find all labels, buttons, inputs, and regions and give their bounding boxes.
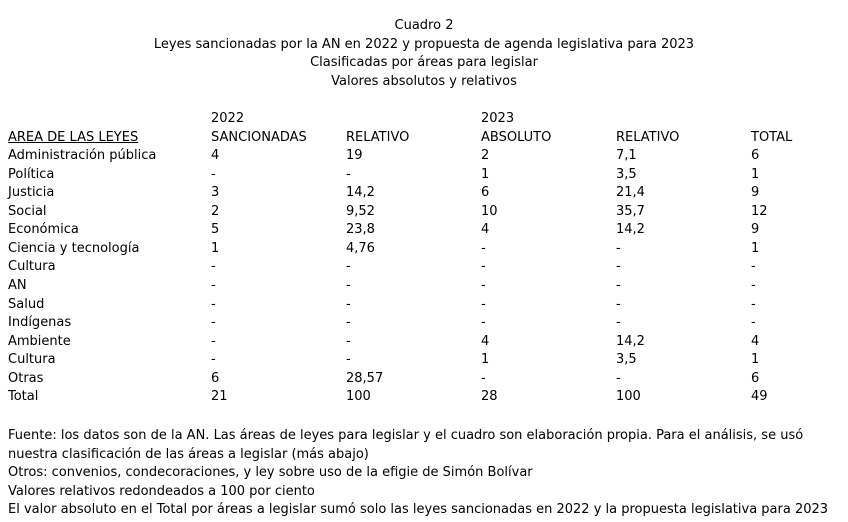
year-header-row (8, 110, 811, 129)
table-row (8, 314, 811, 333)
absoluto-2023-cell: 1 (481, 166, 490, 182)
relativo-2022-cell: - (346, 352, 351, 368)
relativo-2022-cell: - (346, 277, 351, 293)
absoluto-2023-cell: - (481, 315, 486, 331)
area-cell: Indígenas (8, 315, 72, 331)
relativo-2023-cell: 14,2 (616, 222, 645, 238)
relativo-2023-cell: - (616, 259, 621, 275)
relativo-2022-cell: - (346, 296, 351, 312)
absoluto-2023-cell: 2 (481, 148, 490, 164)
relativo-2022-cell: - (346, 333, 351, 349)
year-header-cell (8, 110, 211, 129)
relativo-2022-column-header: RELATIVO (346, 129, 410, 145)
absoluto-2023-cell: 10 (481, 203, 498, 219)
total-cell: - (751, 296, 756, 312)
area-cell: Política (8, 166, 55, 182)
total-cell: 6 (751, 370, 760, 386)
source-note: Fuente: los datos son de la AN. Las áreas de leyes para legislar y el cuadro son elaboración propia. Para el análisis, se usó nuestra clasificación de las áreas a legislar (más abajo) (8, 428, 804, 462)
absoluto-2023-cell: 6 (481, 185, 490, 201)
total-cell: - (751, 315, 756, 331)
sancionadas-2022-cell: - (211, 296, 216, 312)
area-cell: Justicia (8, 185, 55, 201)
sancionadas-2022-cell: 5 (211, 222, 220, 238)
table-row (8, 333, 811, 352)
area-cell: Económica (8, 222, 79, 238)
relativo-2022-cell: 28,57 (346, 370, 384, 386)
relativo-2022-cell: 4,76 (346, 240, 375, 256)
total-cell: 1 (751, 352, 760, 368)
column-header-row (8, 129, 811, 148)
absoluto-2023-cell: - (481, 259, 486, 275)
area-cell: Cultura (8, 259, 56, 275)
relativo-2023-column-header: RELATIVO (616, 129, 680, 145)
absoluto-2023-cell: - (481, 277, 486, 293)
area-cell: Salud (8, 296, 45, 312)
area-cell: Ambiente (8, 333, 71, 349)
sancionadas-2022-cell: 6 (211, 370, 220, 386)
sancionadas-2022-cell: 21 (211, 389, 228, 405)
relativo-2023-cell: - (616, 277, 621, 293)
table-row (8, 277, 811, 296)
absoluto-2023-cell: - (481, 240, 486, 256)
sancionadas-2022-cell: 3 (211, 185, 220, 201)
relativo-2023-cell: 100 (616, 389, 641, 405)
relativo-2023-cell: 35,7 (616, 203, 645, 219)
relativo-2023-cell: 14,2 (616, 333, 645, 349)
sancionadas-2022-cell: 1 (211, 240, 220, 256)
total-cell: 1 (751, 166, 760, 182)
total-cell: 1 (751, 240, 760, 256)
laws-table (8, 110, 811, 407)
relativo-2023-cell: - (616, 315, 621, 331)
relativo-2022-cell: 9,52 (346, 203, 375, 219)
caption-title: Leyes sancionadas por la AN en 2022 y propuesta de agenda legislativa para 2023 (153, 36, 695, 52)
caption-number: Cuadro 2 (394, 18, 454, 33)
relativo-2023-cell: - (616, 296, 621, 312)
area-cell: Social (8, 203, 47, 219)
total-column-header: TOTAL (751, 129, 793, 145)
table-row (8, 370, 811, 389)
sancionadas-2022-cell: - (211, 315, 216, 331)
relativo-2022-cell: 100 (346, 389, 371, 405)
year-header-cell (346, 110, 481, 129)
table-row (8, 221, 811, 240)
relativo-2023-cell: 3,5 (616, 352, 637, 368)
relativo-2022-cell: - (346, 315, 351, 331)
sancionadas-2022-cell: 4 (211, 148, 220, 164)
year-header-cell (751, 110, 811, 129)
relativo-2022-cell: 19 (346, 148, 363, 164)
area-cell: AN (8, 277, 27, 293)
table-row (8, 184, 811, 203)
total-cell: 9 (751, 185, 760, 201)
sancionadas-2022-cell: 2 (211, 203, 220, 219)
absoluto-2023-cell: 1 (481, 352, 490, 368)
relativo-2022-cell: 14,2 (346, 185, 375, 201)
relativo-2023-cell: 3,5 (616, 166, 637, 182)
area-column-header: AREA DE LAS LEYES (8, 129, 139, 145)
relativo-2022-cell: 23,8 (346, 222, 375, 238)
caption-subtitle: Clasificadas por áreas para legislar (310, 55, 538, 70)
sancionadas-2022-cell: - (211, 333, 216, 349)
relativo-2022-cell: - (346, 166, 351, 182)
area-cell: Ciencia y tecnología (8, 240, 140, 256)
total-cell: 4 (751, 333, 760, 349)
total-cell: 6 (751, 148, 760, 164)
absoluto-2023-cell: 4 (481, 222, 490, 238)
total-cell: - (751, 277, 756, 293)
otras-note: Otros: convenios, condecoraciones, y ley sobre uso de la efigie de Simón Bolívar (8, 465, 533, 480)
area-cell: Total (8, 389, 39, 405)
absoluto-2023-cell: 4 (481, 333, 490, 349)
relativo-2022-cell: - (346, 259, 351, 275)
relativo-2023-cell: - (616, 240, 621, 256)
year-2023-header: 2023 (481, 111, 515, 127)
total-note: El valor absoluto en el Total por áreas a legislar sumó solo las leyes sancionadas en 2022 y la propuesta legislativa para 2023 (8, 502, 829, 517)
total-cell: - (751, 259, 756, 275)
table-row (8, 240, 811, 259)
area-cell: Administración pública (8, 148, 157, 164)
sancionadas-2022-cell: - (211, 259, 216, 275)
sancionadas-2022-cell: - (211, 352, 216, 368)
rounding-note: Valores relativos redondeados a 100 por ciento (8, 483, 315, 499)
table-body (8, 147, 811, 407)
table-row (8, 388, 811, 407)
absoluto-2023-cell: - (481, 296, 486, 312)
year-2022-header: 2022 (211, 111, 245, 127)
area-cell: Cultura (8, 352, 56, 368)
sancionadas-2022-cell: - (211, 166, 216, 182)
table-notes (8, 427, 838, 520)
year-header-cell (616, 110, 751, 129)
table-row (8, 258, 811, 277)
table-row (8, 166, 811, 185)
table-row (8, 295, 811, 314)
table-row (8, 203, 811, 222)
sancionadas-column-header: SANCIONADAS (211, 129, 307, 145)
absoluto-2023-cell: - (481, 370, 486, 386)
total-cell: 9 (751, 222, 760, 238)
sancionadas-2022-cell: - (211, 277, 216, 293)
relativo-2023-cell: 7,1 (616, 148, 637, 164)
absoluto-2023-column-header: ABSOLUTO (481, 129, 552, 145)
total-cell: 49 (751, 389, 768, 405)
relativo-2023-cell: - (616, 370, 621, 386)
table-caption (0, 17, 848, 91)
total-cell: 12 (751, 203, 768, 219)
table-row (8, 147, 811, 166)
area-cell: Otras (8, 370, 44, 386)
absoluto-2023-cell: 28 (481, 389, 498, 405)
caption-values-note: Valores absolutos y relativos (331, 73, 517, 89)
relativo-2023-cell: 21,4 (616, 185, 645, 201)
table-row (8, 351, 811, 370)
